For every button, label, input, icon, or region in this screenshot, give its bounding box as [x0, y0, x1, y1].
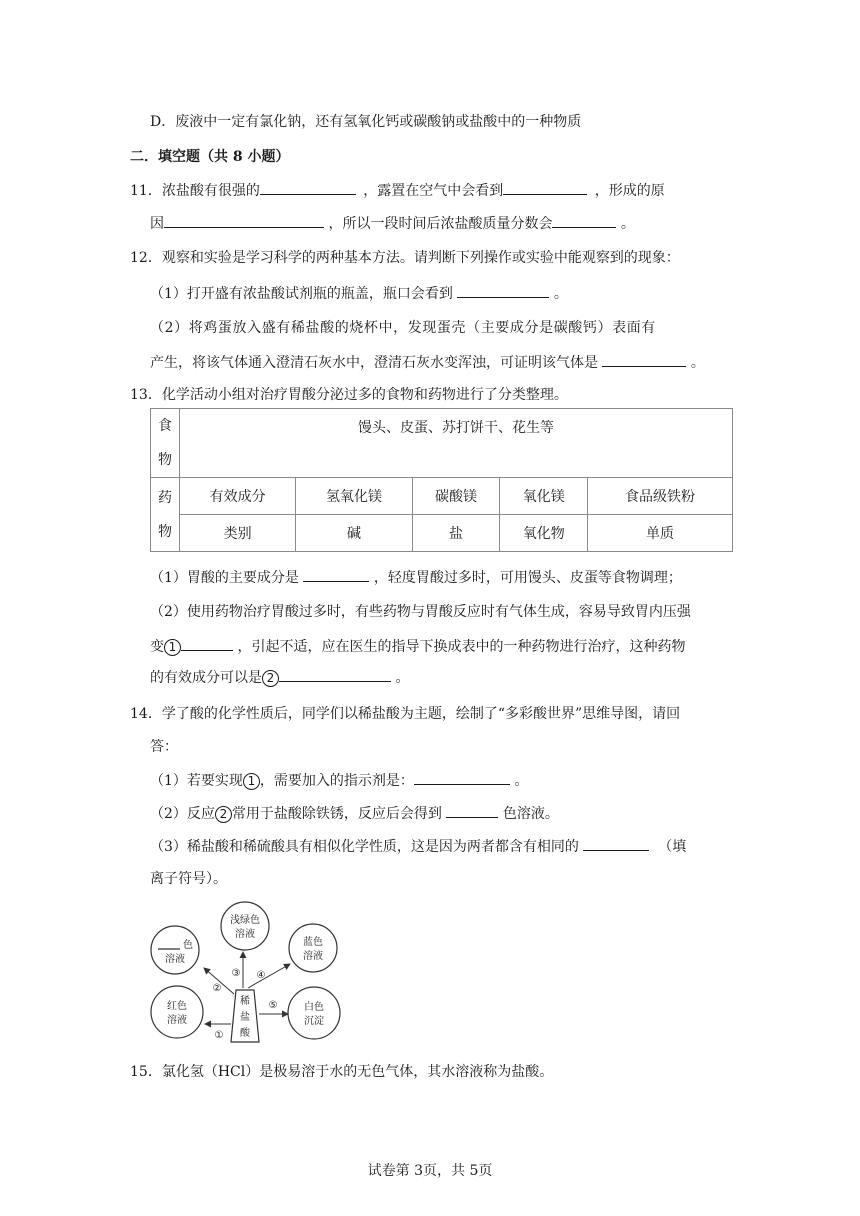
- drug-label-char-1: 药: [158, 489, 172, 506]
- q13-p1-end: ，轻度胃酸过多时，可用馒头、皮蛋等食物调理；: [373, 570, 682, 586]
- q10-option-d: D．废液中一定有氯化钠，还有氢氧化钙或碳酸钠或盐酸中的一种物质: [150, 114, 582, 130]
- q13-p1-text: （1）胃酸的主要成分是: [150, 570, 299, 586]
- question-13-part1: [150, 567, 682, 588]
- q14-p1-text-b: ，需要加入的指示剂是：: [259, 773, 414, 789]
- food-value-cell: 馒头、皮蛋、苏打饼干、花生等: [180, 409, 733, 478]
- q14-blank-2[interactable]: [446, 803, 498, 818]
- drug-label-char-2: 物: [158, 523, 172, 540]
- node-blank-text-1: 色: [183, 940, 193, 951]
- arrow-label-2: ②: [212, 983, 222, 994]
- question-14-stem-line1: 14．学了酸的化学性质后，同学们以稀盐酸为主题，绘制了“多彩酸世界”思维导图，请回: [130, 706, 681, 722]
- q11-text-b: ，露置在空气中会看到: [363, 183, 504, 199]
- food-label-char-2: 物: [158, 452, 172, 468]
- q12-p2-text: 产生，将该气体通入澄清石灰水中，澄清石灰水变浑浊，可证明该气体是: [150, 355, 598, 371]
- circled-number-1: 1: [164, 639, 181, 656]
- section-heading-fill-in: 二．填空题（共 8 小题）: [130, 149, 290, 165]
- node-green-text-2: 溶液: [235, 929, 255, 940]
- page-footer: 试卷第 3页，共 5页: [367, 1163, 493, 1179]
- table-cell: 碱: [296, 515, 412, 552]
- circled-number-2: 2: [215, 806, 232, 823]
- q14-p3-end: （填: [658, 839, 687, 855]
- question-13-part2-line3: [150, 667, 409, 688]
- question-13-part2-line2: [150, 636, 685, 657]
- q12-p1-end: 。: [553, 286, 568, 302]
- table-cell: 类别: [180, 515, 296, 552]
- arrow-label-1: ①: [214, 1030, 224, 1041]
- food-label-cell: [151, 409, 180, 478]
- question-12-part1: [150, 283, 568, 304]
- node-blue-text-1: 蓝色: [303, 937, 323, 948]
- q13-blank-2[interactable]: [181, 636, 233, 651]
- arrow-label-3: ③: [231, 968, 241, 979]
- q14-p2-text-a: （2）反应: [150, 806, 215, 822]
- q11-text-a: 11．浓盐酸有很强的: [130, 183, 260, 199]
- q14-p2-end: 色溶液。: [502, 806, 559, 822]
- question-14-part2: [150, 803, 559, 824]
- q14-blank-1[interactable]: [414, 770, 510, 785]
- food-label-char-1: 食: [158, 418, 172, 434]
- q14-blank-3[interactable]: [583, 836, 649, 851]
- q13-p2-text-b: 变: [150, 639, 164, 655]
- q14-p3-text: （3）稀盐酸和稀硫酸具有相似化学性质，这是因为两者都含有相同的: [150, 839, 579, 855]
- question-13-part2-line1: （2）使用药物治疗胃酸过多时，有些药物与胃酸反应时有气体生成，容易导致胃内压强: [150, 604, 691, 620]
- arrow-label-5: ⑤: [268, 1000, 278, 1011]
- q12-blank-1[interactable]: [457, 283, 549, 298]
- table-cell: 碳酸镁: [412, 478, 500, 515]
- question-11-line2: [150, 213, 635, 234]
- table-cell: 食品级铁粉: [588, 478, 733, 515]
- node-red-text-1: 红色: [167, 1001, 187, 1012]
- q11-text-e: ，所以一段时间后浓盐酸质量分数会: [328, 216, 553, 232]
- table-cell: 有效成分: [180, 478, 296, 515]
- question-14-stem-line2: 答：: [150, 739, 178, 755]
- circled-number-1: 1: [243, 773, 260, 790]
- q11-text-c: ，形成的原: [594, 183, 665, 199]
- node-white-text-2: 沉淀: [304, 1016, 324, 1027]
- q14-p1-end: 。: [514, 773, 529, 789]
- node-red-solution: [151, 986, 203, 1038]
- q11-blank-3[interactable]: [164, 213, 324, 228]
- node-green-text-1: 浅绿色: [230, 915, 260, 926]
- question-11-line1: [130, 180, 665, 201]
- q13-p2-text-c: ，引起不适，应在医生的指导下换成表中的一种药物进行治疗，这种药物: [237, 639, 686, 655]
- q11-text-f: 。: [620, 216, 635, 232]
- question-13-stem: 13．化学活动小组对治疗胃酸分泌过多的食物和药物进行了分类整理。: [130, 387, 568, 403]
- table-cell: 单质: [588, 515, 733, 552]
- q11-blank-4[interactable]: [552, 213, 616, 228]
- table-row-food: [151, 409, 733, 478]
- arrow-label-4: ④: [256, 970, 266, 981]
- q12-p1-text: （1）打开盛有浓盐酸试剂瓶的瓶盖，瓶口会看到: [150, 286, 453, 302]
- node-blue-solution: [289, 924, 337, 972]
- table-cell: 氢氧化镁: [296, 478, 412, 515]
- question-14-part3: [150, 836, 686, 857]
- acid-mind-map: [148, 898, 358, 1048]
- q13-p2-text-e: 。: [395, 670, 410, 686]
- node-white-text-1: 白色: [304, 1002, 324, 1013]
- q13-blank-3[interactable]: [279, 667, 391, 682]
- q12-blank-2[interactable]: [602, 352, 686, 367]
- q12-p2-end: 。: [690, 355, 705, 371]
- question-12-part2-line1: （2）将鸡蛋放入盛有稀盐酸的烧杯中，发现蛋壳（主要成分是碳酸钙）表面有: [150, 320, 656, 336]
- q11-blank-2[interactable]: [503, 180, 587, 195]
- question-14-part3-line2: 离子符号）。: [150, 871, 227, 887]
- question-14-part1: [150, 770, 528, 791]
- center-label-2: 盐: [240, 1012, 250, 1023]
- node-blue-text-2: 溶液: [303, 951, 323, 962]
- table-cell: 氧化物: [500, 515, 588, 552]
- center-label-3: 酸: [240, 1028, 250, 1039]
- q13-blank-1[interactable]: [303, 567, 369, 582]
- question-12-stem: 12．观察和实验是学习科学的两种基本方法。请判断下列操作或实验中能观察到的现象：: [130, 250, 680, 266]
- q11-blank-1[interactable]: [260, 180, 356, 195]
- node-white-precipitate: [288, 987, 340, 1039]
- q13-p2-text-d: 的有效成分可以是: [150, 670, 262, 686]
- table-cell: 氧化镁: [500, 478, 588, 515]
- q11-text-d: 因: [150, 216, 164, 232]
- center-label-1: 稀: [240, 996, 250, 1007]
- medicine-table: [150, 408, 733, 552]
- q14-p1-text-a: （1）若要实现: [150, 773, 243, 789]
- circled-number-2: 2: [262, 670, 279, 687]
- table-row-drug-2: [151, 515, 733, 552]
- node-blank-text-2: 溶液: [165, 954, 185, 965]
- node-red-text-2: 溶液: [167, 1015, 187, 1026]
- question-15-stem: 15．氯化氢（HCl）是极易溶于水的无色气体，其水溶液称为盐酸。: [130, 1064, 554, 1080]
- q14-p2-text-b: 常用于盐酸除铁锈，反应后会得到: [231, 806, 442, 822]
- node-light-green-solution: [221, 902, 269, 950]
- table-cell: 盐: [412, 515, 500, 552]
- question-12-part2-line2: [150, 352, 705, 373]
- drug-label-cell: [151, 478, 180, 552]
- table-row-drug-1: [151, 478, 733, 515]
